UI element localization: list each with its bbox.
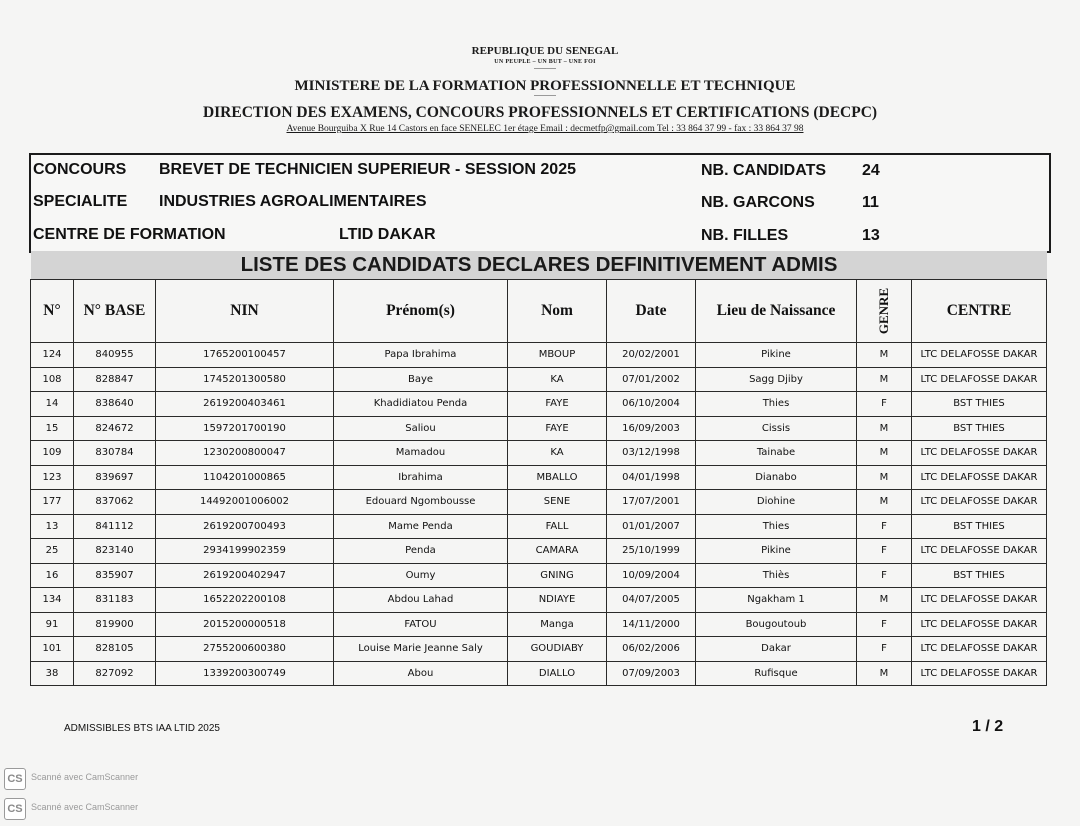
col-header-gender: [857, 280, 912, 343]
camscanner-logo-icon: CS: [4, 798, 26, 820]
cell-centre: LTC DELAFOSSE DAKAR: [912, 441, 1047, 466]
cell-base-number: 828847: [74, 367, 156, 392]
concours-label: CONCOURS: [33, 161, 127, 178]
nb-garcons-label: NB. GARCONS: [701, 194, 815, 211]
cell-centre: LTC DELAFOSSE DAKAR: [912, 661, 1047, 686]
cell-first-name: Abdou Lahad: [334, 588, 508, 613]
table-row: [31, 367, 1047, 392]
table-row: [31, 612, 1047, 637]
cell-gender: M: [857, 367, 912, 392]
cell-date: 07/09/2003: [607, 661, 696, 686]
cell-centre: LTC DELAFOSSE DAKAR: [912, 343, 1047, 368]
cell-nin: 2755200600380: [156, 637, 334, 662]
cell-base-number: 839697: [74, 465, 156, 490]
cell-birthplace: Dakar: [696, 637, 857, 662]
cell-date: 04/07/2005: [607, 588, 696, 613]
cell-centre: BST THIES: [912, 416, 1047, 441]
cell-base-number: 828105: [74, 637, 156, 662]
direction-title: DIRECTION DES EXAMENS, CONCOURS PROFESSIONNELS ET CERTIFICATIONS (DECPC): [202, 104, 878, 121]
cell-number: 15: [31, 416, 74, 441]
address-line: Avenue Bourguiba X Rue 14 Castors en face SENELEC 1er étage Email : decmetfp@gmail.com Tel : 33 864 37 99 - fax : 33 864 37 98: [286, 124, 804, 134]
cell-gender: F: [857, 612, 912, 637]
cell-first-name: Mame Penda: [334, 514, 508, 539]
cell-last-name: MBALLO: [508, 465, 607, 490]
cell-nin: 1652202200108: [156, 588, 334, 613]
nb-filles-value: 13: [862, 227, 880, 244]
camscanner-logo-icon: CS: [4, 768, 26, 790]
cell-base-number: 823140: [74, 539, 156, 564]
cell-gender: M: [857, 588, 912, 613]
col-header-first-name: Prénom(s): [334, 280, 508, 343]
camscanner-watermark: [4, 798, 184, 820]
cell-gender: M: [857, 490, 912, 515]
cell-base-number: 830784: [74, 441, 156, 466]
cell-nin: 1104201000865: [156, 465, 334, 490]
cell-number: 14: [31, 392, 74, 417]
camscanner-text: Scanné avec CamScanner: [31, 772, 139, 782]
cell-first-name: Mamadou: [334, 441, 508, 466]
table-row: [31, 661, 1047, 686]
cell-number: 25: [31, 539, 74, 564]
centre-label: CENTRE DE FORMATION: [33, 226, 226, 243]
cell-birthplace: Bougoutoub: [696, 612, 857, 637]
table-row: [31, 539, 1047, 564]
table-row: [31, 490, 1047, 515]
nb-candidats-label: NB. CANDIDATS: [701, 162, 827, 179]
cell-base-number: 824672: [74, 416, 156, 441]
cell-first-name: Edouard Ngombousse: [334, 490, 508, 515]
cell-centre: LTC DELAFOSSE DAKAR: [912, 588, 1047, 613]
col-header-birthplace: Lieu de Naissance: [696, 280, 857, 343]
cell-date: 03/12/1998: [607, 441, 696, 466]
cell-gender: F: [857, 514, 912, 539]
cell-first-name: Papa Ibrahima: [334, 343, 508, 368]
cell-base-number: 827092: [74, 661, 156, 686]
cell-number: 134: [31, 588, 74, 613]
cell-nin: 1597201700190: [156, 416, 334, 441]
cell-first-name: Louise Marie Jeanne Saly: [334, 637, 508, 662]
table-row: [31, 563, 1047, 588]
exam-info-box: [29, 153, 1051, 253]
cell-nin: 1339200300749: [156, 661, 334, 686]
cell-nin: 2619200700493: [156, 514, 334, 539]
concours-value: BREVET DE TECHNICIEN SUPERIEUR - SESSION 2025: [159, 161, 576, 178]
separator-1: -----------: [534, 66, 556, 72]
ministry-title: MINISTERE DE LA FORMATION PROFESSIONNELLE ET TECHNIQUE: [294, 78, 796, 94]
cell-birthplace: Thies: [696, 392, 857, 417]
cell-birthplace: Cissis: [696, 416, 857, 441]
col-header-centre: CENTRE: [912, 280, 1047, 343]
cell-gender: M: [857, 661, 912, 686]
cell-last-name: DIALLO: [508, 661, 607, 686]
nb-candidats-value: 24: [862, 162, 880, 179]
cell-birthplace: Dianabo: [696, 465, 857, 490]
cell-nin: 2015200000518: [156, 612, 334, 637]
cell-last-name: KA: [508, 367, 607, 392]
specialite-value: INDUSTRIES AGROALIMENTAIRES: [159, 193, 427, 210]
cell-first-name: Khadidiatou Penda: [334, 392, 508, 417]
col-header-base-number: N° BASE: [74, 280, 156, 343]
cell-gender: F: [857, 392, 912, 417]
page-number: 1 / 2: [972, 718, 1004, 735]
col-header-nin: NIN: [156, 280, 334, 343]
cell-last-name: KA: [508, 441, 607, 466]
cell-last-name: MBOUP: [508, 343, 607, 368]
cell-number: 101: [31, 637, 74, 662]
cell-first-name: Saliou: [334, 416, 508, 441]
cell-birthplace: Pikine: [696, 343, 857, 368]
camscanner-text: Scanné avec CamScanner: [31, 802, 139, 812]
cell-birthplace: Ngakham 1: [696, 588, 857, 613]
cell-number: 38: [31, 661, 74, 686]
cell-date: 20/02/2001: [607, 343, 696, 368]
cell-gender: F: [857, 539, 912, 564]
cell-first-name: Baye: [334, 367, 508, 392]
cell-base-number: 819900: [74, 612, 156, 637]
cell-date: 06/02/2006: [607, 637, 696, 662]
cell-first-name: Oumy: [334, 563, 508, 588]
centre-value: LTID DAKAR: [339, 226, 436, 243]
cell-birthplace: Tainabe: [696, 441, 857, 466]
table-header-row: [31, 280, 1047, 343]
cell-birthplace: Thiès: [696, 563, 857, 588]
cell-number: 91: [31, 612, 74, 637]
republic-title: REPUBLIQUE DU SENEGAL: [471, 45, 619, 57]
cell-last-name: NDIAYE: [508, 588, 607, 613]
separator-2: -----------: [534, 93, 556, 99]
camscanner-watermark: [4, 768, 184, 790]
cell-base-number: 837062: [74, 490, 156, 515]
footer-label: ADMISSIBLES BTS IAA LTID 2025: [64, 723, 220, 734]
nb-garcons-value: 11: [862, 194, 879, 211]
table-row: [31, 465, 1047, 490]
cell-gender: F: [857, 563, 912, 588]
cell-centre: LTC DELAFOSSE DAKAR: [912, 465, 1047, 490]
cell-date: 14/11/2000: [607, 612, 696, 637]
col-header-date: Date: [607, 280, 696, 343]
table-row: [31, 343, 1047, 368]
list-title-banner: LISTE DES CANDIDATS DECLARES DEFINITIVEMENT ADMIS: [31, 251, 1047, 279]
cell-nin: 14492001006002: [156, 490, 334, 515]
table-row: [31, 514, 1047, 539]
cell-last-name: FALL: [508, 514, 607, 539]
cell-centre: LTC DELAFOSSE DAKAR: [912, 490, 1047, 515]
table-row: [31, 637, 1047, 662]
cell-last-name: Manga: [508, 612, 607, 637]
cell-gender: M: [857, 465, 912, 490]
cell-date: 25/10/1999: [607, 539, 696, 564]
cell-first-name: Penda: [334, 539, 508, 564]
admitted-candidates-table: [30, 279, 1047, 686]
cell-base-number: 835907: [74, 563, 156, 588]
cell-number: 123: [31, 465, 74, 490]
cell-birthplace: Rufisque: [696, 661, 857, 686]
cell-date: 01/01/2007: [607, 514, 696, 539]
cell-nin: 2619200403461: [156, 392, 334, 417]
cell-date: 10/09/2004: [607, 563, 696, 588]
cell-last-name: CAMARA: [508, 539, 607, 564]
cell-birthplace: Pikine: [696, 539, 857, 564]
cell-first-name: FATOU: [334, 612, 508, 637]
cell-centre: BST THIES: [912, 514, 1047, 539]
cell-number: 109: [31, 441, 74, 466]
cell-base-number: 840955: [74, 343, 156, 368]
cell-centre: LTC DELAFOSSE DAKAR: [912, 367, 1047, 392]
col-header-last-name: Nom: [508, 280, 607, 343]
cell-nin: 2619200402947: [156, 563, 334, 588]
table-row: [31, 588, 1047, 613]
specialite-label: SPECIALITE: [33, 193, 128, 210]
cell-birthplace: Diohine: [696, 490, 857, 515]
cell-nin: 1745201300580: [156, 367, 334, 392]
cell-number: 108: [31, 367, 74, 392]
cell-last-name: SENE: [508, 490, 607, 515]
cell-birthplace: Sagg Djiby: [696, 367, 857, 392]
table-body: [31, 343, 1047, 686]
cell-gender: F: [857, 637, 912, 662]
cell-gender: M: [857, 416, 912, 441]
cell-base-number: 841112: [74, 514, 156, 539]
cell-centre: LTC DELAFOSSE DAKAR: [912, 539, 1047, 564]
cell-number: 16: [31, 563, 74, 588]
cell-number: 124: [31, 343, 74, 368]
cell-number: 177: [31, 490, 74, 515]
nb-filles-label: NB. FILLES: [701, 227, 789, 244]
cell-first-name: Ibrahima: [334, 465, 508, 490]
cell-nin: 1765200100457: [156, 343, 334, 368]
cell-number: 13: [31, 514, 74, 539]
table-row: [31, 392, 1047, 417]
cell-centre: LTC DELAFOSSE DAKAR: [912, 637, 1047, 662]
cell-date: 06/10/2004: [607, 392, 696, 417]
cell-centre: BST THIES: [912, 392, 1047, 417]
cell-birthplace: Thies: [696, 514, 857, 539]
cell-centre: BST THIES: [912, 563, 1047, 588]
cell-gender: M: [857, 441, 912, 466]
cell-last-name: GNING: [508, 563, 607, 588]
cell-nin: 2934199902359: [156, 539, 334, 564]
cell-base-number: 831183: [74, 588, 156, 613]
cell-nin: 1230200800047: [156, 441, 334, 466]
col-header-number: N°: [31, 280, 74, 343]
cell-last-name: FAYE: [508, 392, 607, 417]
cell-first-name: Abou: [334, 661, 508, 686]
national-motto: UN PEUPLE – UN BUT – UNE FOI: [494, 59, 596, 65]
cell-date: 07/01/2002: [607, 367, 696, 392]
cell-gender: M: [857, 343, 912, 368]
cell-centre: LTC DELAFOSSE DAKAR: [912, 612, 1047, 637]
table-row: [31, 416, 1047, 441]
cell-last-name: FAYE: [508, 416, 607, 441]
cell-date: 04/01/1998: [607, 465, 696, 490]
cell-date: 16/09/2003: [607, 416, 696, 441]
cell-base-number: 838640: [74, 392, 156, 417]
gender-header-text: GENRE: [875, 287, 891, 335]
cell-date: 17/07/2001: [607, 490, 696, 515]
table-row: [31, 441, 1047, 466]
cell-last-name: GOUDIABY: [508, 637, 607, 662]
